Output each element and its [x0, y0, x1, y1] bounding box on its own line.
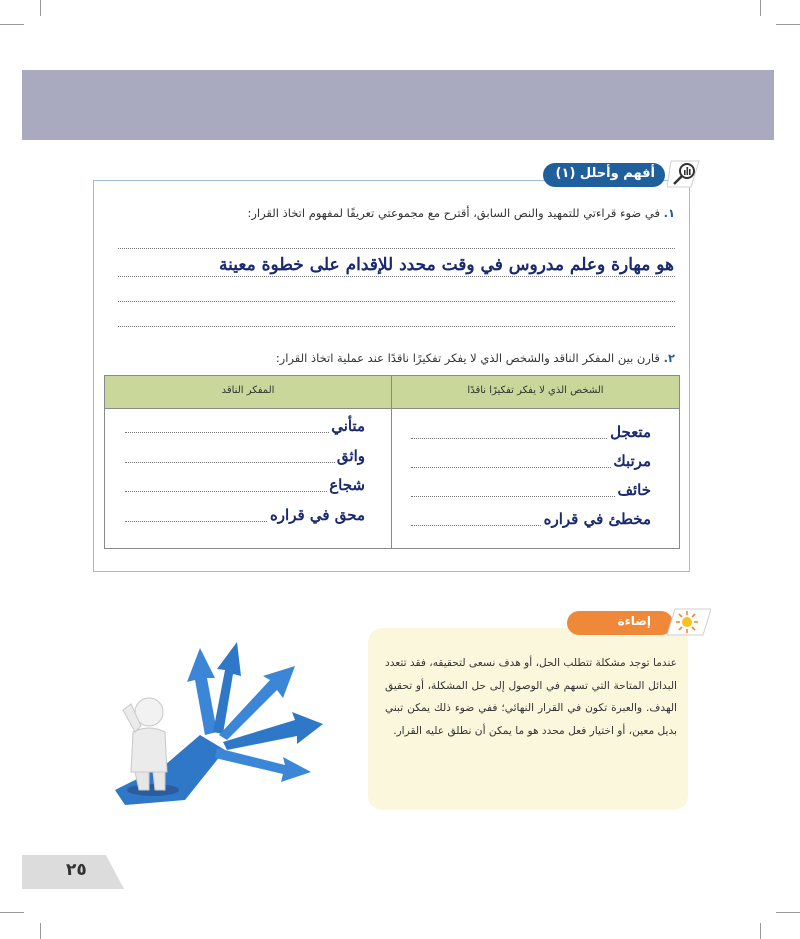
- crop-mark: [776, 24, 800, 25]
- answer-line: [118, 301, 675, 302]
- insight-title-tab: [567, 607, 712, 637]
- table-cell: [411, 422, 651, 444]
- table-cell: [411, 480, 651, 502]
- question-2: [276, 351, 675, 365]
- crop-mark: [0, 24, 24, 25]
- section-title-pill: [543, 163, 665, 187]
- table-divider: [105, 408, 679, 409]
- table-header-critical: [105, 376, 391, 408]
- table-cell: [125, 505, 365, 527]
- sun-icon: [667, 607, 711, 637]
- table-header-non-critical: [392, 376, 679, 408]
- table-divider: [391, 376, 392, 548]
- cell-text: مخطئ في قراره: [543, 510, 651, 528]
- crop-mark: [760, 0, 761, 16]
- magnifier-chart-icon: [667, 159, 701, 189]
- question-2-text: قارن بين المفكر الناقد والشخص الذي لا يفكر تفكيرًا ناقدًا عند عملية اتخاذ القرار:: [275, 351, 660, 365]
- comparison-table: [104, 375, 680, 549]
- cell-text: مرتبك: [613, 452, 651, 470]
- decision-arrows-illustration: [105, 640, 327, 810]
- crop-mark: [0, 912, 24, 913]
- crop-mark: [40, 923, 41, 939]
- table-header-label: المفكر الناقد: [221, 385, 275, 396]
- table-header-label: الشخص الذي لا يفكر تفكيرًا ناقدًا: [467, 385, 604, 396]
- question-2-number: ٢.: [663, 351, 675, 365]
- cell-text: واثق: [336, 447, 365, 465]
- page-number: ٢٥: [66, 860, 87, 880]
- section-title: أفهم وأحلل (١): [555, 166, 655, 181]
- cell-text: متأني: [331, 417, 365, 435]
- answer-line: [118, 326, 675, 327]
- section-title-tab: [543, 157, 703, 189]
- header-banner: [22, 70, 774, 140]
- question-1-answer: هو مهارة وعلم مدروس في وقت محدد للإقدام على خطوة معينة: [219, 255, 674, 275]
- question-1-text: في ضوء قراءتي للتمهيد والنص السابق، أقترح مع مجموعتي تعريفًا لمفهوم اتخاذ القرار:: [247, 206, 660, 220]
- cell-text: خائف: [617, 481, 651, 499]
- insight-title-pill: [567, 611, 673, 635]
- question-1: [247, 206, 675, 220]
- table-cell: [411, 451, 651, 473]
- answer-line: [118, 276, 675, 277]
- crop-mark: [776, 912, 800, 913]
- crop-mark: [40, 0, 41, 16]
- insight-text: عندما توجد مشكلة تتطلب الحل، أو هدف نسعى لتحقيقه، فقد تتعدد البدائل المتاحة التي تسهم في الوصول إلى حل المشكلة، أو تحقيق الهدف. والعبرة تكون في القرار النهائي؛ ففي ضوء ذلك يمكن تبني بديل معين، أو اختيار فعل محدد هو ما يمكن أن نطلق عليه القرار.: [385, 657, 677, 737]
- table-cell: [125, 446, 365, 468]
- answer-line: [118, 248, 675, 249]
- insight-title: إضاءة: [617, 614, 651, 628]
- question-1-number: ١.: [663, 206, 675, 220]
- cell-text: محق في قراره: [269, 506, 365, 524]
- cell-text: شجاع: [329, 476, 365, 494]
- crop-mark: [760, 923, 761, 939]
- table-cell: [411, 509, 651, 531]
- table-cell: [125, 475, 365, 497]
- table-cell: [125, 416, 365, 438]
- cell-text: متعجل: [610, 423, 651, 441]
- page-number-tab: [22, 855, 124, 889]
